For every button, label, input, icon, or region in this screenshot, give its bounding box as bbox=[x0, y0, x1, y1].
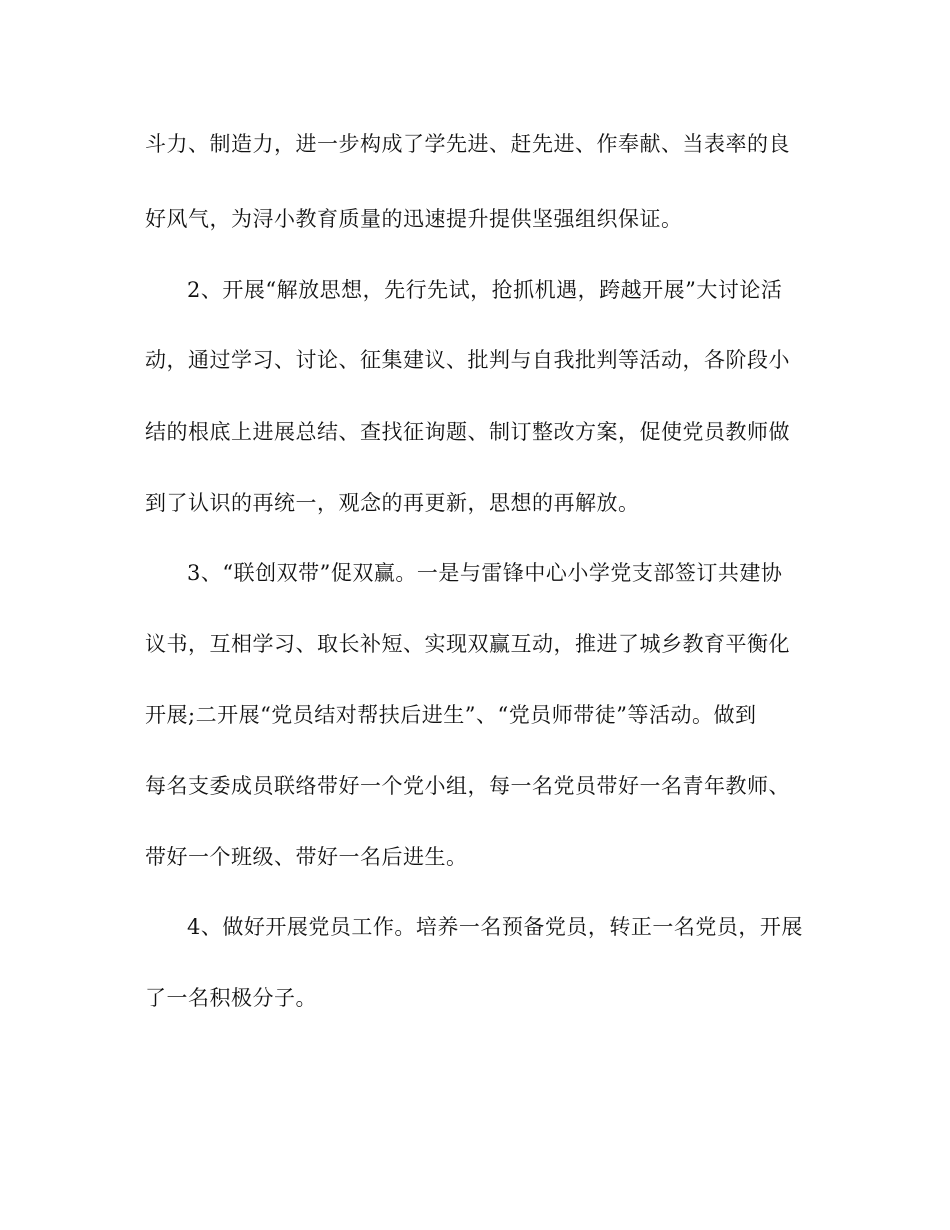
paragraph-3-line-4: 每名支委成员联络带好一个党小组，每一名党员带好一名青年教师、 bbox=[145, 774, 790, 798]
paragraph-2-line-2: 动，通过学习、讨论、征集建议、批判与自我批判等活动，各阶段小 bbox=[145, 348, 790, 372]
paragraph-3-line-5: 带好一个班级、带好一名后进生。 bbox=[145, 845, 468, 869]
paragraph-2-line-3: 结的根底上进展总结、查找征询题、制订整改方案，促使党员教师做 bbox=[145, 420, 790, 444]
paragraph-3-line-2: 议书，互相学习、取长补短、实现双赢互动，推进了城乡教育平衡化 bbox=[145, 632, 790, 656]
paragraph-4-line-1: 4、做好开展党员工作。培养一名预备党员，转正一名党员，开展 bbox=[187, 915, 803, 939]
paragraph-2-line-1: 2、开展“解放思想，先行先试，抢抓机遇，跨越开展”大讨论活 bbox=[187, 278, 783, 302]
paragraph-4-line-2: 了一名积极分子。 bbox=[145, 986, 317, 1010]
paragraph-3-line-3: 开展;二开展“党员结对帮扶后进生”、“党员师带徒”等活动。做到 bbox=[145, 703, 757, 727]
paragraph-1-line-1: 斗力、制造力，进一步构成了学先进、赶先进、作奉献、当表率的良 bbox=[145, 132, 790, 156]
paragraph-1-line-2: 好风气，为浔小教育质量的迅速提升提供坚强组织保证。 bbox=[145, 207, 683, 231]
paragraph-2-line-4: 到了认识的再统一，观念的再更新，思想的再解放。 bbox=[145, 491, 640, 515]
paragraph-3-line-1: 3、“联创双带”促双赢。一是与雷锋中心小学党支部签订共建协 bbox=[187, 561, 783, 585]
